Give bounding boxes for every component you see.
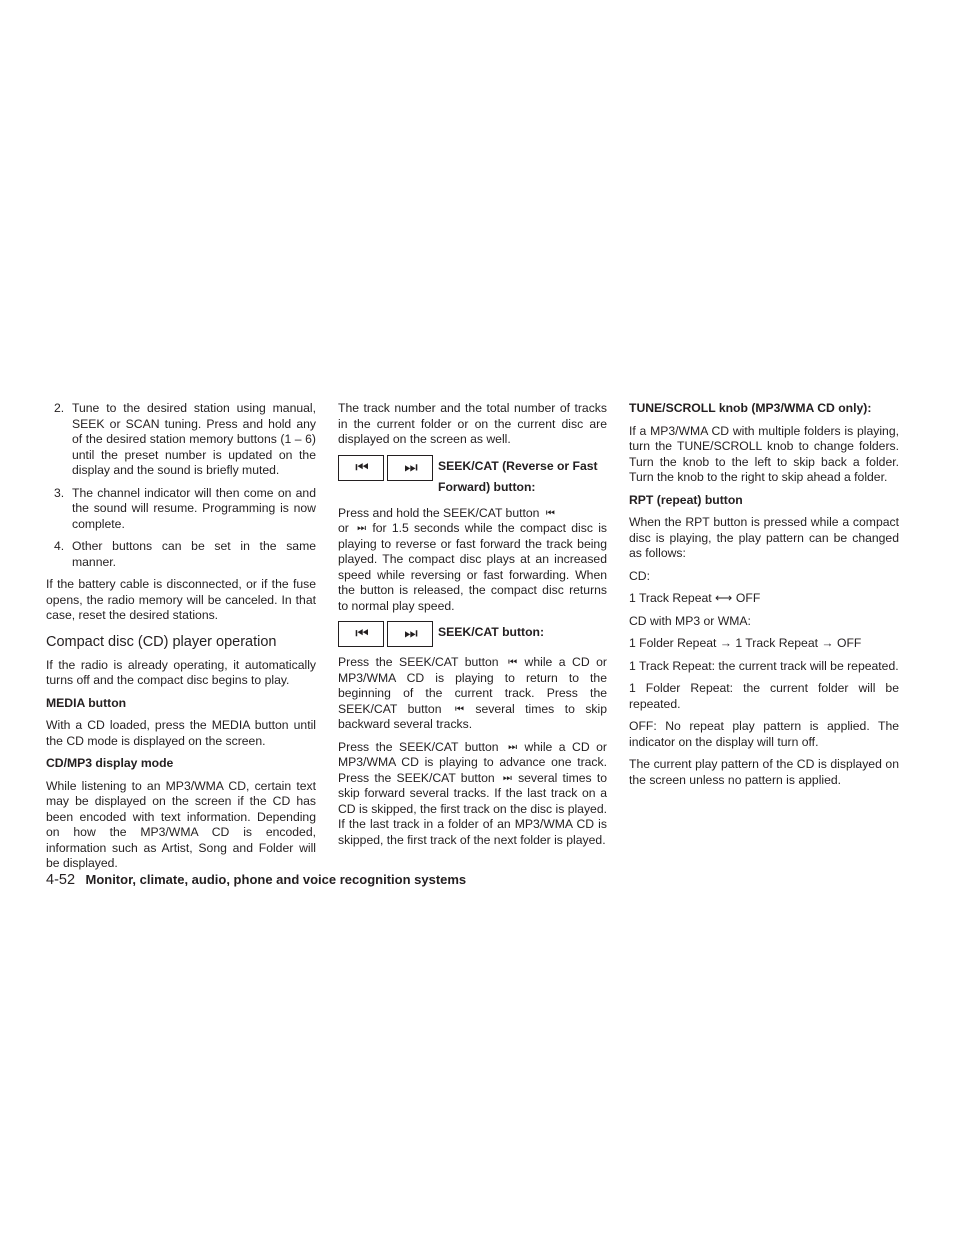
seek-reverse-icon: ⏮ <box>454 703 462 715</box>
list-item-3: 3. The channel indicator will then come on and the sound will resume. Programming is now complete. <box>54 485 316 531</box>
seek-hold-paragraph: Press and hold the SEEK/CAT button ⏮ or ⏭ for 1.5 seconds while the compact disc is playing to reverse or fast forward the track being played. The compact disc plays at an increased speed while reversing or fast forwarding. When the button is released, the compact disc returns to normal play speed. <box>338 505 607 613</box>
seek-forward-paragraph: Press the SEEK/CAT button ⏭ while a CD or MP3/WMA CD is playing to advance one track. Press the SEEK/CAT button ⏭ several times to skip forward several tracks. If the last track on a CD is skipped, the first track on the disc is played. If the last track in a folder of an MP3/WMA CD is skipped, the first track of the next folder is played. <box>338 739 607 847</box>
seek-button-illustration <box>338 621 433 647</box>
middle-column <box>338 401 607 855</box>
off-paragraph: OFF: No repeat play pattern is applied. The indicator on the display will turn off. <box>629 719 899 749</box>
page-number: 4-52 <box>46 872 76 888</box>
seek-forward-icon: ⏭ <box>357 523 365 534</box>
seek-forward-icon: ⏭ <box>502 772 510 784</box>
cd-paragraph: If the radio is already operating, it automatically turns off and the compact disc begins to play. <box>46 657 316 687</box>
battery-paragraph: If the battery cable is disconnected, or if the fuse opens, the radio memory will be canceled. In that case, reset the desired stations. <box>46 577 316 622</box>
list-item-2: 2. Tune to the desired station using manual, SEEK or SCAN tuning. Press and hold any of the desired station memory buttons (1 – 6) until the preset number is updated on the display and the sound is briefly muted. <box>54 401 316 477</box>
seek-cat-reverse-forward-row <box>338 455 607 498</box>
seek-forward-icon: ⏭ <box>387 455 433 481</box>
seek-cat-label: SEEK/CAT button: <box>438 625 545 639</box>
rpt-paragraph: When the RPT button is pressed while a compact disc is playing, the play pattern can be changed as follows: <box>629 515 899 560</box>
seek-cat-rev-fwd-label: SEEK/CAT (Reverse or Fast Forward) button: <box>438 458 598 494</box>
seek-cat-row <box>338 621 607 647</box>
seek-back-paragraph: Press the SEEK/CAT button ⏮ while a CD or MP3/WMA CD is playing to return to the beginning of the current track. Press the SEEK/CAT button ⏮ several times to skip backward several tracks. <box>338 655 608 731</box>
media-paragraph: With a CD loaded, press the MEDIA button until the CD mode is displayed on the screen. <box>46 718 316 748</box>
cd-pattern: 1 Track Repeat ⟷ OFF <box>629 591 761 605</box>
seek-reverse-icon: ⏮ <box>545 507 553 519</box>
tune-scroll-paragraph: If a MP3/WMA CD with multiple folders is playing, turn the TUNE/SCROLL knob to change folders. Turn the knob to the left to skip back a folder. Turn the knob to the right to skip ahead a folder. <box>629 423 899 484</box>
rpt-heading: RPT (repeat) button <box>629 492 743 507</box>
track-paragraph: The track number and the total number of tracks in the current folder or on the current disc are displayed on the screen as well. <box>338 401 607 446</box>
left-column <box>46 401 316 879</box>
seek-reverse-icon: ⏮ <box>338 621 384 647</box>
display-mode-paragraph: While listening to an MP3/WMA CD, certain text may be displayed on the screen if the CD has been encoded with text information. Depending on how the MP3/WMA CD is encoded, information such as Artist, Song and Folder will be displayed. <box>46 778 316 870</box>
seek-forward-icon: ⏭ <box>508 741 516 753</box>
page-footer <box>46 871 466 889</box>
seek-forward-icon: ⏭ <box>387 621 433 647</box>
mp3-label: CD with MP3 or WMA: <box>629 613 751 628</box>
seek-reverse-icon: ⏮ <box>338 455 384 481</box>
right-column <box>629 401 899 795</box>
seek-reverse-icon: ⏮ <box>508 657 516 668</box>
cd-label: CD: <box>629 568 650 583</box>
list-item-4: 4. Other buttons can be set in the same manner. <box>54 539 316 569</box>
mp3-pattern: 1 Folder Repeat → 1 Track Repeat → OFF <box>629 636 862 650</box>
folder-repeat-paragraph: 1 Folder Repeat: the current folder will be repeated. <box>629 681 899 711</box>
track-repeat-paragraph: 1 Track Repeat: the current track will be repeated. <box>629 658 899 673</box>
tune-scroll-heading: TUNE/SCROLL knob (MP3/WMA CD only): <box>629 401 872 415</box>
media-heading: MEDIA button <box>46 695 127 710</box>
current-pattern-paragraph: The current play pattern of the CD is displayed on the screen unless no pattern is applied. <box>629 757 899 787</box>
cd-section-heading: Compact disc (CD) player operation <box>46 633 277 650</box>
seek-button-illustration <box>338 455 433 481</box>
display-mode-heading: CD/MP3 display mode <box>46 756 174 770</box>
section-title: Monitor, climate, audio, phone and voice recognition systems <box>85 872 467 887</box>
